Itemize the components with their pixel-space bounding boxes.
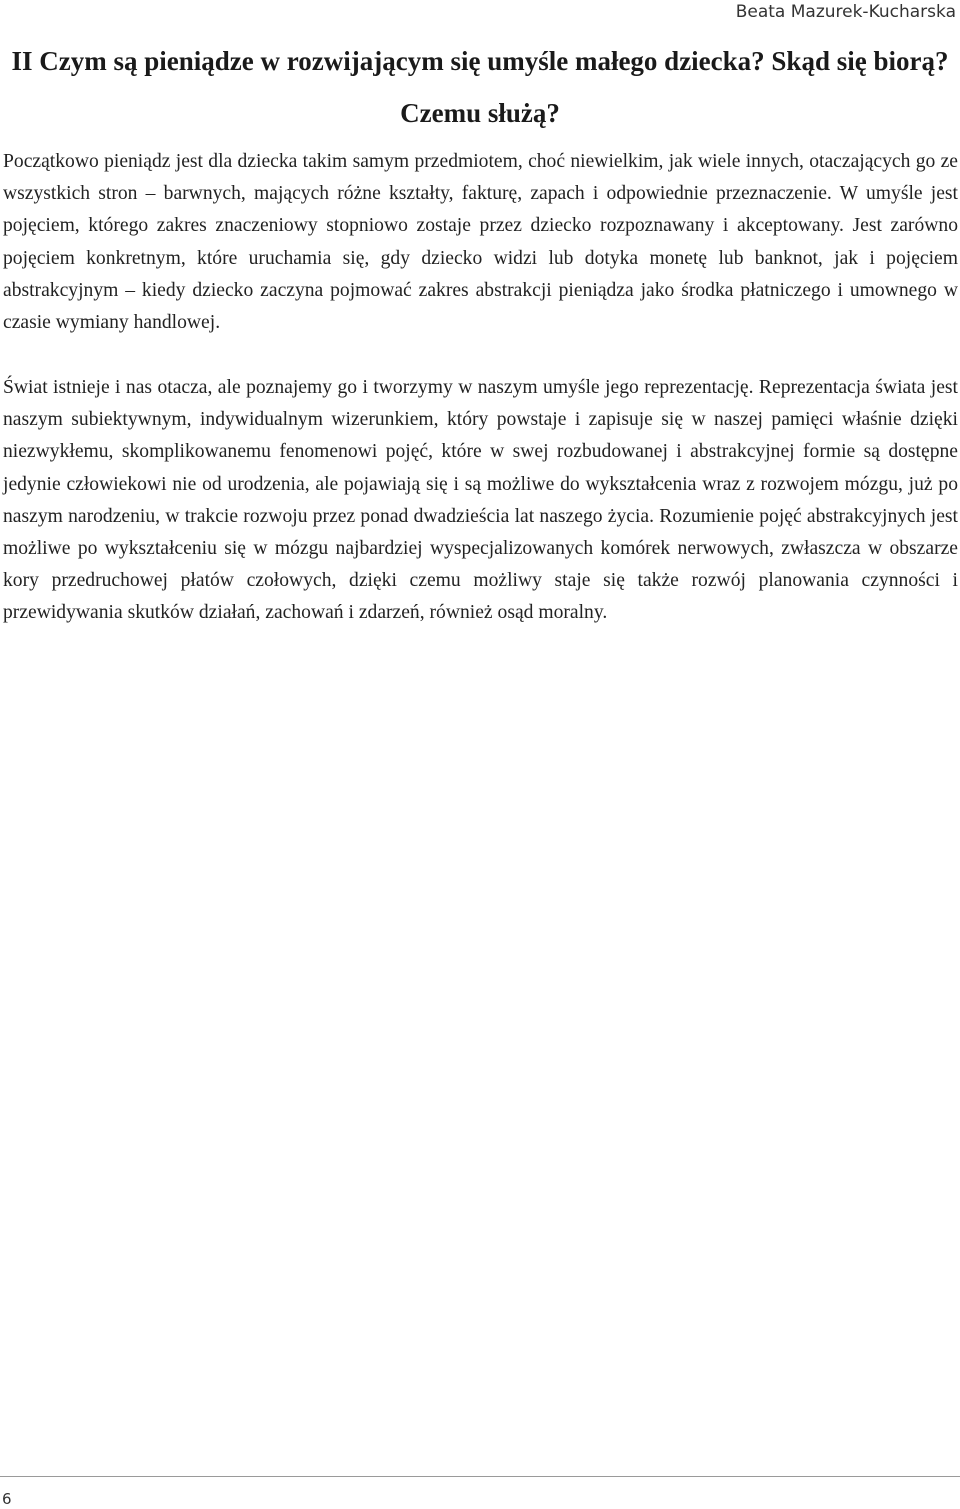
chapter-title: II Czym są pieniądze w rozwijającym się umyśle małego dziecka? Skąd się biorą? Czemu służą? [11, 46, 949, 128]
body-paragraph-1: Początkowo pieniądz jest dla dziecka takim samym przedmiotem, choć niewielkim, jak wiele innych, otaczających go ze wszystkich stron – barwnych, mających różne kształty, fakturę, zapach i odpowiednie przeznaczenie. W umyśle jest pojęciem, którego zakres znaczeniowy stopniowo zostaje przez dziecko rozpoznawany i akceptowany. Jest zarówno pojęciem konkretnym, które uruchamia się, gdy dziecko widzi lub dotyka monetę lub banknot, jak i pojęciem abstrakcyjnym – kiedy dziecko zaczyna pojmować zakres abstrakcji pieniądza jako środka płatniczego i umownego w czasie wymiany handlowej. [3, 151, 958, 334]
page-number: 6 [2, 1490, 12, 1508]
body-paragraph-2: Świat istnieje i nas otacza, ale poznajemy go i tworzymy w naszym umyśle jego reprezentację. Reprezentacja świata jest naszym subiektywnym, indywidualnym wizerunkiem, który powstaje i zapisuje się w naszej pamięci właśnie dzięki niezwykłemu, skomplikowanemu fenomenowi pojęć, które w swej rozbudowanej i abstrakcyjnej formie są dostępne jedynie człowiekowi nie od urodzenia, ale pojawiają się i są możliwe do wykształcenia wraz z rozwojem mózgu, już po naszym narodzeniu, w trakcie rozwoju przez ponad dwadzieścia lat naszego życia. Rozumienie pojęć abstrakcyjnych jest możliwe po wykształceniu się w mózgu najbardziej wyspecjalizowanych komórek nerwowych, zwłaszcza w obszarze kory przedruchowej płatów czołowych, dzięki czemu możliwy staje się także rozwój planowania czynności i przewidywania skutków działań, zachowań i zdarzeń, również osąd moralny. [3, 377, 958, 624]
footer-divider [0, 1476, 960, 1477]
running-header-author: Beata Mazurek-Kucharska [735, 2, 956, 22]
